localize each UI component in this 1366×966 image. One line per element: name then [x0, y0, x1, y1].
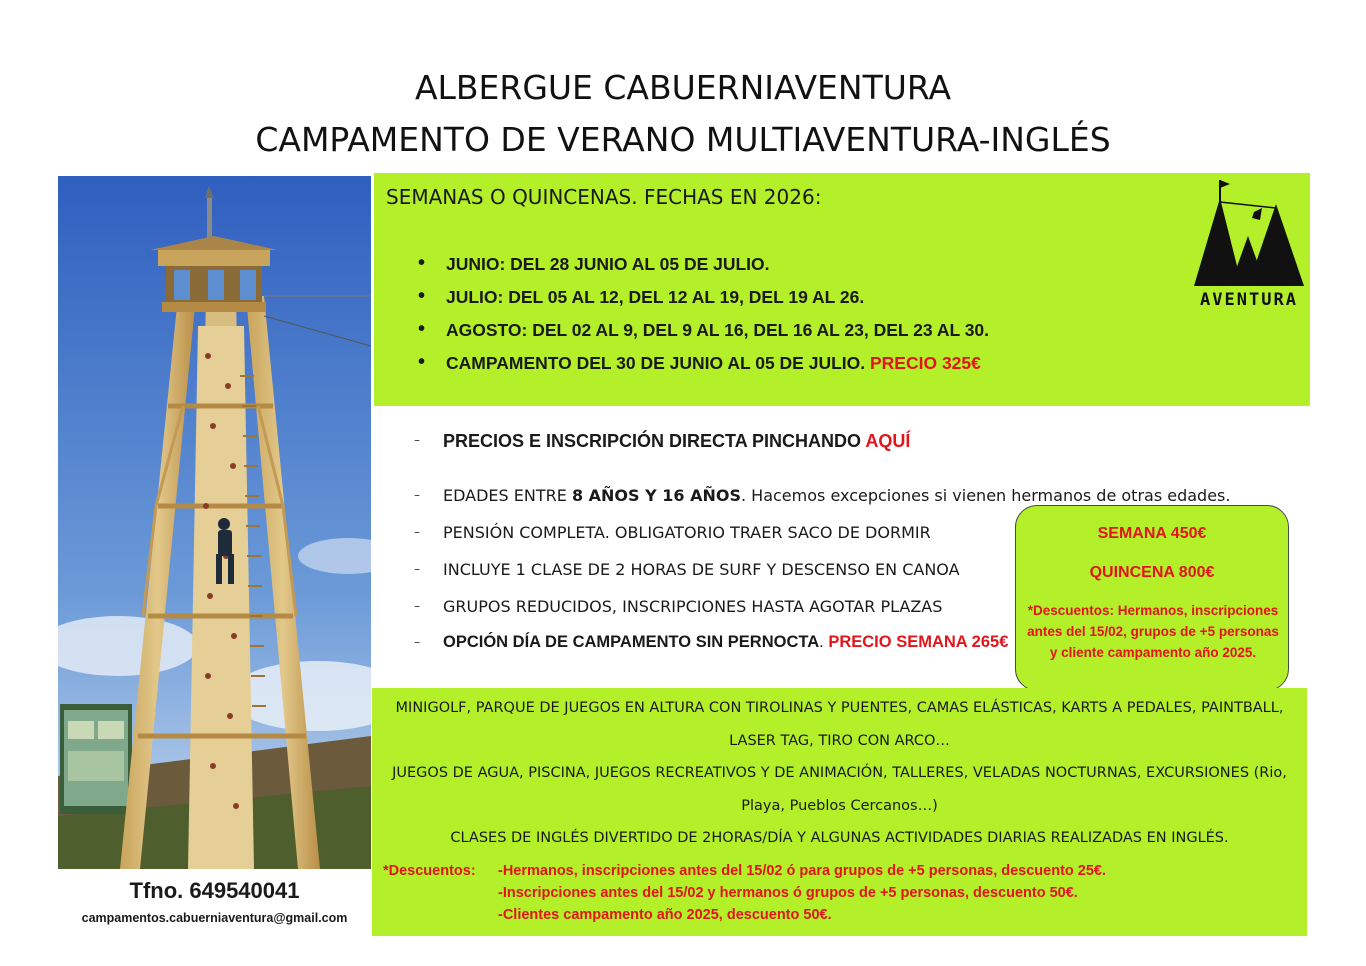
discount-item: -Inscripciones antes del 15/02 y hermanos ó grupos de +5 personas, descuento 50€. [498, 885, 1078, 901]
activities-line-3: JUEGOS DE AGUA, PISCINA, JUEGOS RECREATIVOS Y DE ANIMACIÓN, TALLERES, VELADAS NOCTURNAS, EXCURSIONES (Rio, [392, 765, 1287, 781]
title-line-1: ALBERGUE CABUERNIAVENTURA [414, 68, 952, 107]
price-discount-note: *Descuentos: Hermanos, inscripciones antes del 15/02, grupos de +5 personas y cliente campamento año 2025. [1027, 603, 1279, 660]
price-fortnight: QUINCENA 800€ [1089, 564, 1215, 581]
activities-line-4: Playa, Pueblos Cercanos…) [741, 798, 938, 814]
title-line-2: CAMPAMENTO DE VERANO MULTIAVENTURA-INGLÉS [255, 120, 1111, 159]
date-item-august: • AGOSTO: DEL 02 AL 9, DEL 9 AL 16, DEL 16 AL 23, DEL 23 AL 30. [418, 319, 989, 352]
day-price: PRECIO SEMANA 265€ [828, 633, 1009, 651]
dates-panel [374, 173, 1310, 406]
date-item-camp: • CAMPAMENTO DEL 30 DE JUNIO AL 05 DE JULIO. PRECIO 325€ [418, 352, 989, 385]
activities-line-5: CLASES DE INGLÉS DIVERTIDO DE 2HORAS/DÍA Y ALGUNAS ACTIVIDADES DIARIAS REALIZADAS EN INGLÉS. [450, 830, 1229, 846]
cabuerni-logo [1192, 178, 1307, 313]
discounts-label: *Descuentos: [383, 863, 476, 879]
camp-price: PRECIO 325€ [869, 353, 981, 373]
tower-photo [58, 176, 371, 869]
activities-panel [372, 688, 1307, 936]
discount-item: -Hermanos, inscripciones antes del 15/02 ó para grupos de +5 personas, descuento 25€. [498, 863, 1107, 879]
activities-line-2: LASER TAG, TIRO CON ARCO… [729, 733, 950, 749]
phone-number: Tfno. 649540041 [129, 878, 300, 903]
discount-item: -Clientes campamento año 2025, descuento 50€. [498, 907, 832, 923]
date-item-june: • JUNIO: DEL 28 JUNIO AL 05 DE JULIO. [418, 253, 989, 286]
dates-title: SEMANAS O QUINCENAS. FECHAS EN 2026: [386, 185, 822, 209]
signup-link[interactable]: AQUÍ [865, 431, 911, 451]
logo-line1: CABUERNI [1200, 268, 1298, 288]
price-box [1015, 505, 1289, 691]
dates-list [418, 253, 989, 385]
logo-line2: AVENTURA [1200, 290, 1298, 310]
activities-line-1: MINIGOLF, PARQUE DE JUEGOS EN ALTURA CON TIROLINAS Y PUENTES, CAMAS ELÁSTICAS, KARTS A PEDALES, PAINTBALL, [395, 700, 1284, 716]
date-item-july: • JULIO: DEL 05 AL 12, DEL 12 AL 19, DEL 19 AL 26. [418, 286, 989, 319]
price-week: SEMANA 450€ [1097, 525, 1207, 542]
email-address[interactable]: campamentos.cabuerniaventura@gmail.com [81, 911, 348, 925]
